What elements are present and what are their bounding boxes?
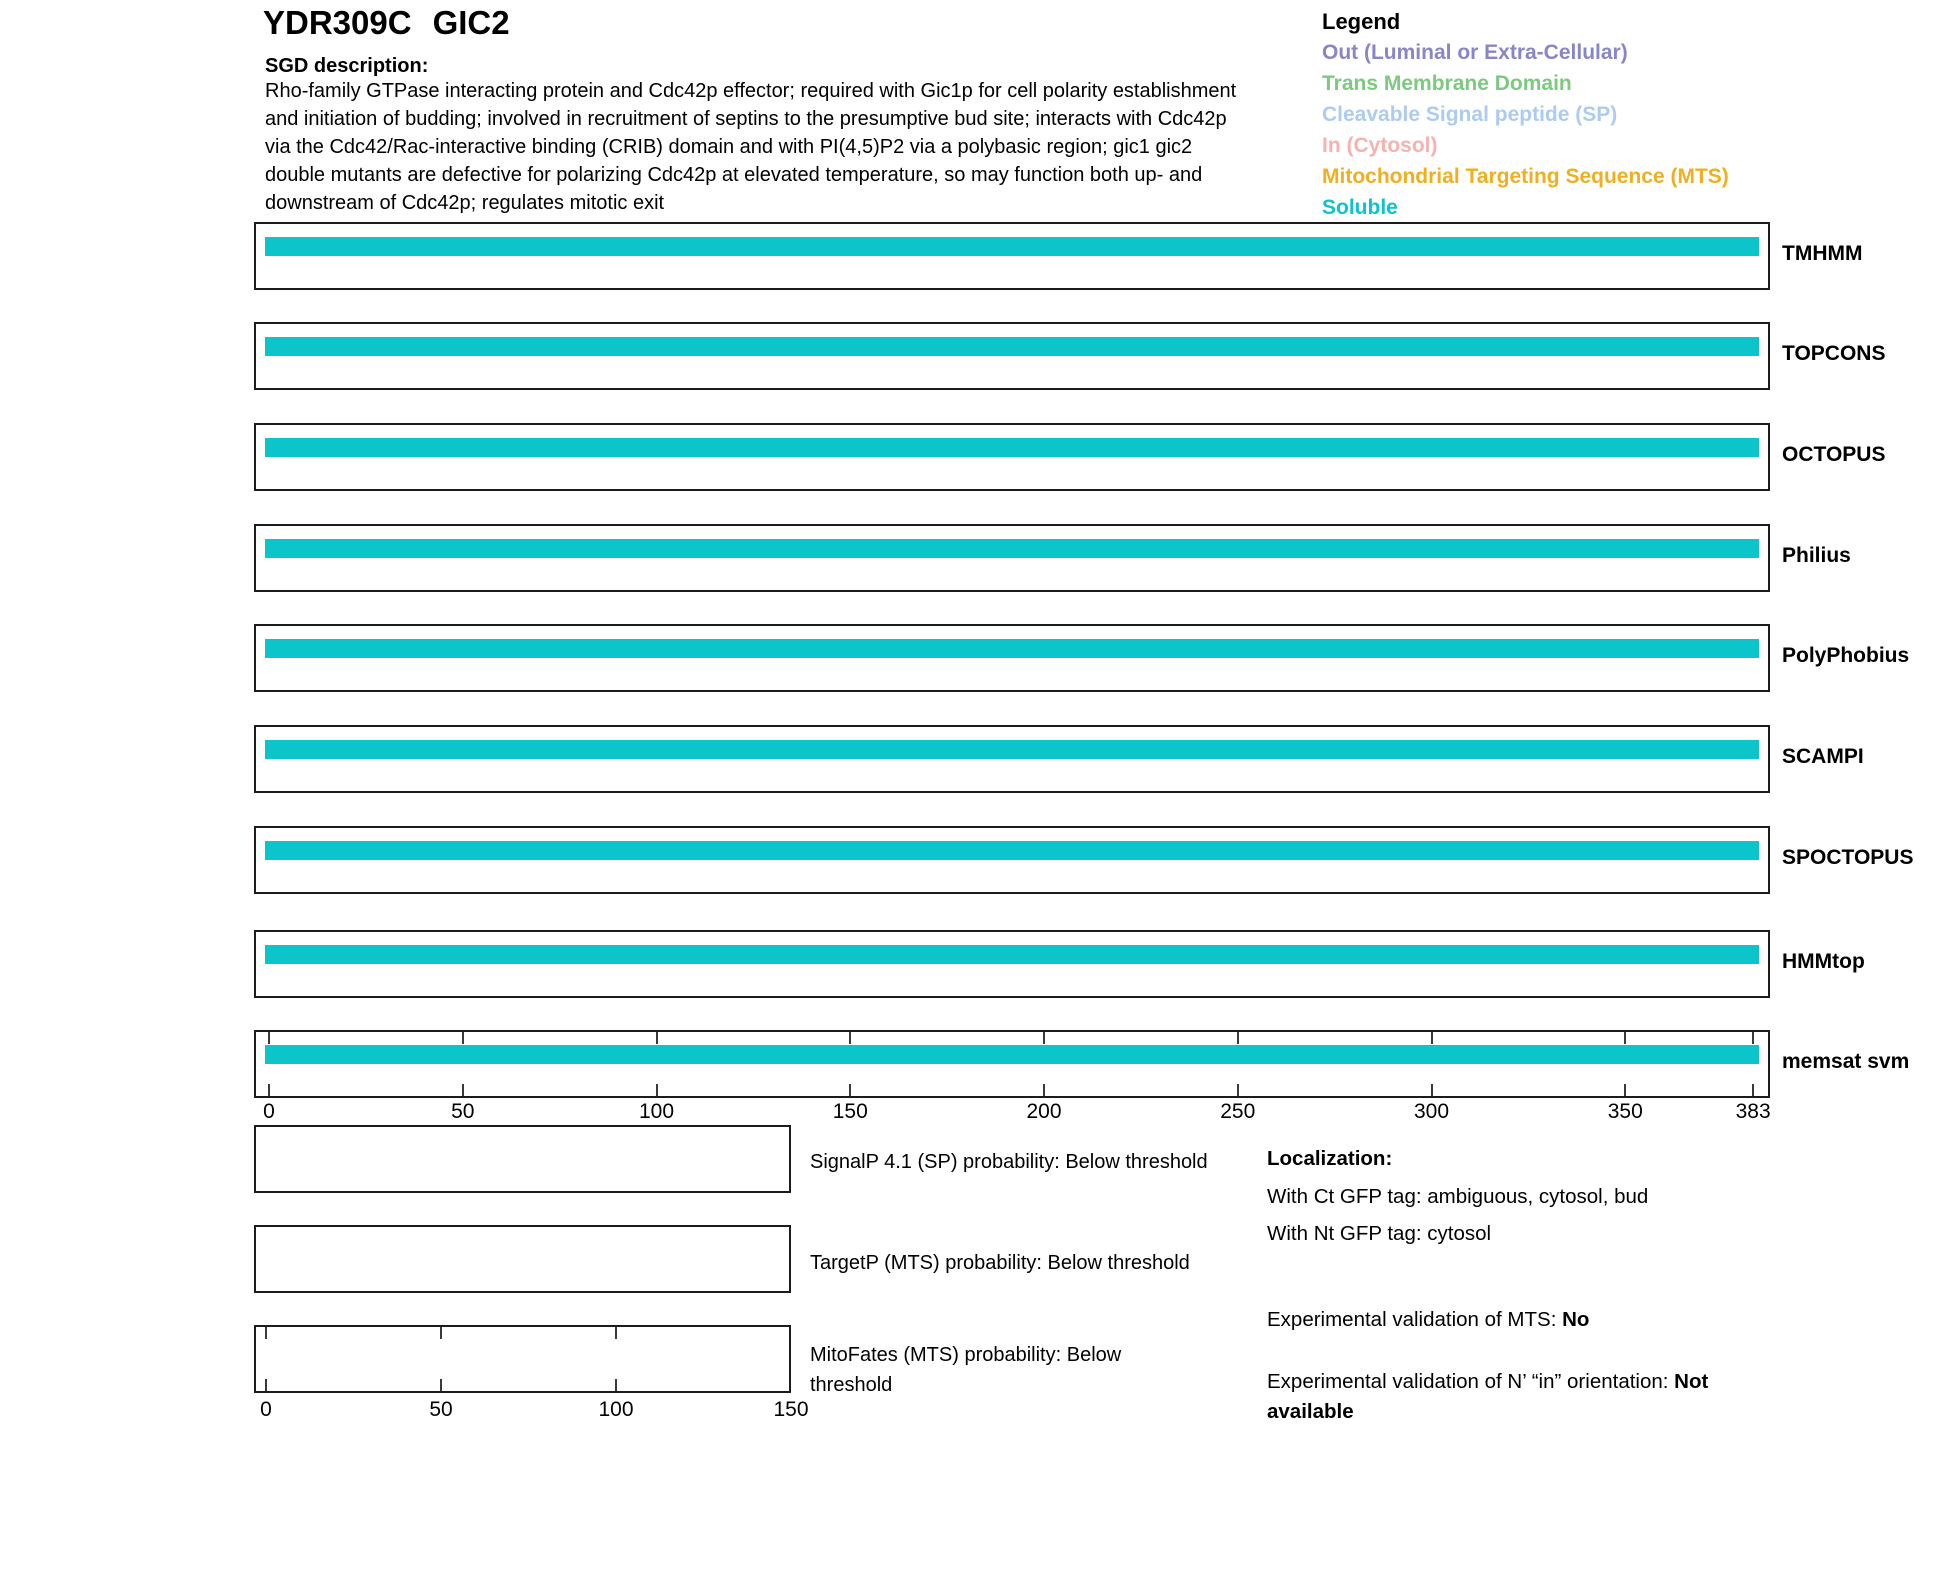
prediction-bar-soluble (265, 945, 1759, 964)
prediction-bar-soluble (265, 337, 1759, 356)
prediction-bar-soluble (265, 639, 1759, 658)
track-box (254, 524, 1770, 592)
track-box (254, 624, 1770, 692)
track-label: Philius (1782, 544, 1851, 567)
track-box (254, 1030, 1770, 1098)
axis-tick-label: 0 (260, 1398, 272, 1421)
probability-box (254, 1225, 791, 1293)
mts-validation-label: Experimental validation of MTS: (1267, 1308, 1563, 1331)
track-label: HMMtop (1782, 950, 1865, 973)
tick-mark (440, 1379, 442, 1391)
gene-name: GIC2 (432, 4, 510, 41)
prediction-bar-soluble (265, 438, 1759, 457)
track-tmhmm (254, 222, 1863, 290)
sgd-description-line: downstream of Cdc42p; regulates mitotic exit (265, 192, 665, 214)
localization-heading: Localization: (1267, 1147, 1393, 1170)
track-spoctopus (254, 826, 1914, 894)
tick-mark (265, 1327, 267, 1339)
track-octopus (254, 423, 1886, 491)
tick-row (256, 1379, 789, 1391)
sgd-description-line: via the Cdc42/Rac-interactive binding (CRIB) domain and with PI(4,5)P2 via a polybasic region; gic1 gic2 (265, 136, 1193, 158)
page-title (263, 4, 510, 42)
legend-title: Legend (1322, 9, 1401, 34)
tick-mark (265, 1379, 267, 1391)
orientation-validation-label: Experimental validation of N’ “in” orientation: (1267, 1370, 1675, 1393)
sgd-description (265, 77, 1236, 217)
ct-gfp-localization: With Ct GFP tag: ambiguous, cytosol, bud (1267, 1185, 1649, 1208)
tick-mark (615, 1379, 617, 1391)
track-label: OCTOPUS (1782, 443, 1886, 466)
mitofates-panel (254, 1325, 791, 1393)
prediction-bar-soluble (265, 740, 1759, 759)
track-label: memsat svm (1782, 1050, 1910, 1073)
track-label: TOPCONS (1782, 342, 1886, 365)
signalp-label: SignalP 4.1 (SP) probability: Below threshold (810, 1151, 1208, 1173)
legend-item-tm: Trans Membrane Domain (1322, 72, 1572, 95)
signalp-panel (254, 1125, 791, 1193)
orientation-validation (1267, 1367, 1772, 1427)
axis-tick-label: 350 (1607, 1100, 1643, 1123)
prediction-bar-soluble (265, 237, 1759, 256)
legend-item-sp: Cleavable Signal peptide (SP) (1322, 103, 1618, 126)
targetp-panel (254, 1225, 791, 1293)
legend-item-in: In (Cytosol) (1322, 134, 1438, 157)
track-box (254, 930, 1770, 998)
track-label: PolyPhobius (1782, 644, 1910, 667)
track-box (254, 322, 1770, 390)
axis-tick-label: 383 (1735, 1100, 1771, 1123)
sgd-description-heading: SGD description: (265, 55, 429, 77)
mitofates-label: MitoFates (MTS) probability: Below threshold (810, 1344, 1122, 1396)
track-label: TMHMM (1782, 242, 1863, 265)
track-label: SPOCTOPUS (1782, 846, 1914, 869)
sgd-description-line: and initiation of budding; involved in recruitment of septins to the presumptive bud site; interacts with Cdc42p (265, 108, 1227, 130)
axis-tick-label: 50 (429, 1398, 453, 1421)
legend-item-mts: Mitochondrial Targeting Sequence (MTS) (1322, 165, 1729, 188)
targetp-label: TargetP (MTS) probability: Below threshold (810, 1252, 1190, 1274)
track-box (254, 725, 1770, 793)
nt-gfp-localization: With Nt GFP tag: cytosol (1267, 1222, 1492, 1245)
track-topcons (254, 322, 1886, 390)
legend-item-out: Out (Luminal or Extra-Cellular) (1322, 41, 1628, 64)
axis-tick-label: 150 (832, 1100, 868, 1123)
axis-tick-label: 100 (638, 1100, 675, 1123)
axis-tick-label: 200 (1026, 1100, 1062, 1123)
track-polyphobius (254, 624, 1910, 692)
tick-mark (615, 1327, 617, 1339)
track-philius (254, 524, 1851, 592)
mts-validation (1267, 1308, 1589, 1332)
legend-item-soluble: Soluble (1322, 196, 1398, 219)
legend (1322, 6, 1729, 223)
orf-name: YDR309C (263, 4, 412, 41)
orientation-validation-value: Not available (1267, 1370, 1709, 1423)
prediction-bar-soluble (265, 1045, 1759, 1064)
tick-row (256, 1327, 789, 1339)
axis-tick-label: 100 (598, 1398, 634, 1421)
prediction-bar-soluble (265, 841, 1759, 860)
track-label: SCAMPI (1782, 745, 1864, 768)
axis-tick-label: 300 (1413, 1100, 1450, 1123)
track-box (254, 826, 1770, 894)
sgd-description-line: double mutants are defective for polarizing Cdc42p at elevated temperature, so may function both up- and (265, 164, 1203, 186)
track-box (254, 222, 1770, 290)
prediction-bar-soluble (265, 539, 1759, 558)
axis-tick-label: 150 (773, 1398, 809, 1421)
track-box (254, 423, 1770, 491)
track-hmmtop (254, 930, 1865, 998)
tick-mark (440, 1327, 442, 1339)
track-scampi (254, 725, 1864, 793)
probability-box (254, 1125, 791, 1193)
track-memsat-svm (254, 1030, 1910, 1098)
sgd-description-line: Rho-family GTPase interacting protein and Cdc42p effector; required with Gic1p for cell polarity establishment (265, 80, 1237, 102)
axis-tick-label: 0 (263, 1100, 275, 1123)
axis-tick-label: 250 (1220, 1100, 1256, 1123)
axis-tick-label: 50 (451, 1100, 475, 1123)
probability-box (254, 1325, 791, 1393)
mts-validation-value: No (1562, 1308, 1590, 1331)
